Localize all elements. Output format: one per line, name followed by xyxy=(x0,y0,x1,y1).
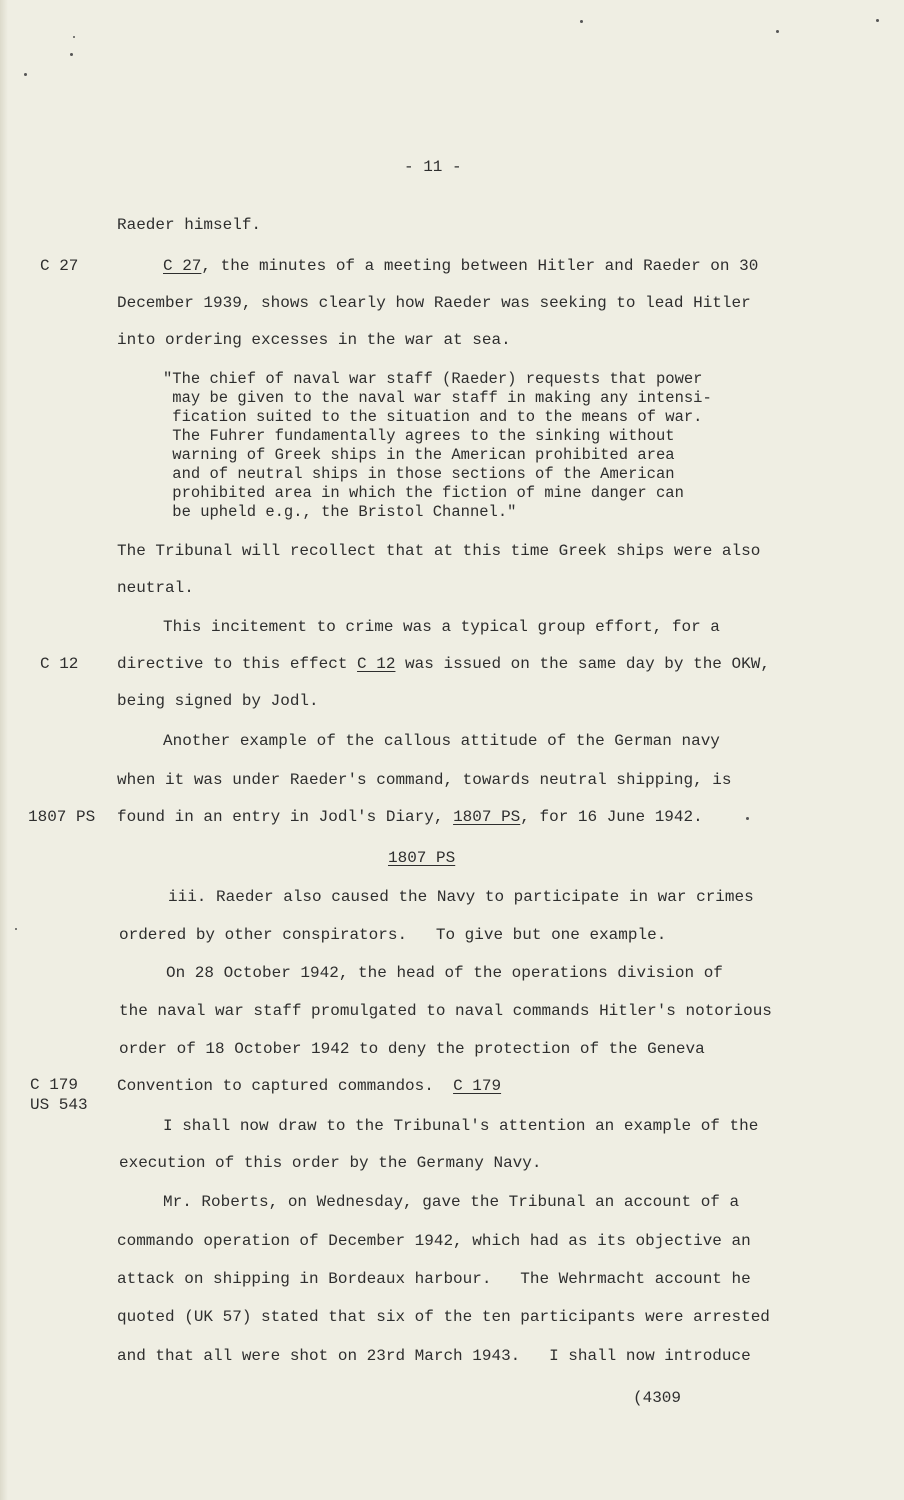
quote-line: warning of Greek ships in the American prohibited area xyxy=(163,446,675,464)
margin-note-c12: C 12 xyxy=(40,655,79,673)
quote-line: fication suited to the situation and to the means of war. xyxy=(163,408,703,426)
quote-line: and of neutral ships in those sections of the American xyxy=(163,465,675,483)
text-line: I shall now draw to the Tribunal's attention an example of the xyxy=(163,1117,759,1135)
quote-line: be upheld e.g., the Bristol Channel." xyxy=(163,503,517,521)
margin-note-us543: US 543 xyxy=(30,1096,88,1114)
scan-speck xyxy=(776,30,779,33)
text-segment: , the minutes of a meeting between Hitler and Raeder on 30 xyxy=(201,257,759,275)
footer-reference: (4309 xyxy=(633,1389,682,1407)
quote-line: The Fuhrer fundamentally agrees to the sinking without xyxy=(163,427,675,445)
text-line xyxy=(163,256,758,276)
section-heading-1807ps: 1807 PS xyxy=(388,849,456,867)
text-line xyxy=(117,1076,501,1096)
text-line: The Tribunal will recollect that at this time Greek ships were also xyxy=(117,542,761,560)
doc-ref-1807ps: 1807 PS xyxy=(453,808,521,826)
doc-ref-c27: C 27 xyxy=(163,257,202,275)
text-segment: , for 16 June 1942. xyxy=(520,808,703,826)
scan-speck xyxy=(70,53,73,56)
doc-ref-c12: C 12 xyxy=(357,655,396,673)
margin-note-1807ps: 1807 PS xyxy=(28,808,96,826)
text-line: Another example of the callous attitude of the German navy xyxy=(163,732,720,750)
text-line: into ordering excesses in the war at sea. xyxy=(117,331,511,349)
scan-speck xyxy=(15,928,17,930)
scan-speck xyxy=(73,36,75,38)
scan-speck xyxy=(746,817,749,820)
text-segment: found in an entry in Jodl's Diary, xyxy=(117,808,454,826)
page-edge-shadow xyxy=(0,0,8,1500)
text-line: On 28 October 1942, the head of the operations division of xyxy=(166,964,723,982)
margin-note-c179: C 179 xyxy=(30,1076,79,1094)
page-number: - 11 - xyxy=(404,158,462,176)
text-line: neutral. xyxy=(117,579,194,597)
text-segment: directive to this effect xyxy=(117,655,358,673)
quote-line: "The chief of naval war staff (Raeder) requests that power xyxy=(163,370,703,388)
text-line xyxy=(117,807,703,827)
text-line: execution of this order by the Germany Navy. xyxy=(119,1154,542,1172)
text-segment: Convention to captured commandos. xyxy=(117,1077,454,1095)
text-line: iii. Raeder also caused the Navy to participate in war crimes xyxy=(168,888,754,906)
text-line: Mr. Roberts, on Wednesday, gave the Tribunal an account of a xyxy=(163,1193,740,1211)
text-line: when it was under Raeder's command, towards neutral shipping, is xyxy=(117,771,732,789)
text-line xyxy=(117,654,770,674)
text-line: attack on shipping in Bordeaux harbour. The Wehrmacht account he xyxy=(117,1270,751,1288)
text-line: commando operation of December 1942, which had as its objective an xyxy=(117,1232,751,1250)
doc-ref-c179: C 179 xyxy=(453,1077,502,1095)
text-segment: was issued on the same day by the OKW, xyxy=(395,655,770,673)
quote-line: may be given to the naval war staff in making any intensi- xyxy=(163,389,712,407)
text-line: Raeder himself. xyxy=(117,216,262,234)
text-line: December 1939, shows clearly how Raeder was seeking to lead Hitler xyxy=(117,294,751,312)
text-line: the naval war staff promulgated to naval commands Hitler's notorious xyxy=(119,1002,772,1020)
scan-speck xyxy=(24,73,27,76)
text-line: quoted (UK 57) stated that six of the ten participants were arrested xyxy=(117,1308,770,1326)
text-line: This incitement to crime was a typical group effort, for a xyxy=(163,618,720,636)
margin-note-c27: C 27 xyxy=(40,257,79,275)
text-line: ordered by other conspirators. To give but one example. xyxy=(119,926,667,944)
text-line: and that all were shot on 23rd March 1943. I shall now introduce xyxy=(117,1347,751,1365)
text-line: being signed by Jodl. xyxy=(117,692,319,710)
scan-speck xyxy=(580,20,583,23)
text-line: order of 18 October 1942 to deny the protection of the Geneva xyxy=(119,1040,705,1058)
quote-line: prohibited area in which the fiction of mine danger can xyxy=(163,484,684,502)
scan-speck xyxy=(876,19,879,22)
